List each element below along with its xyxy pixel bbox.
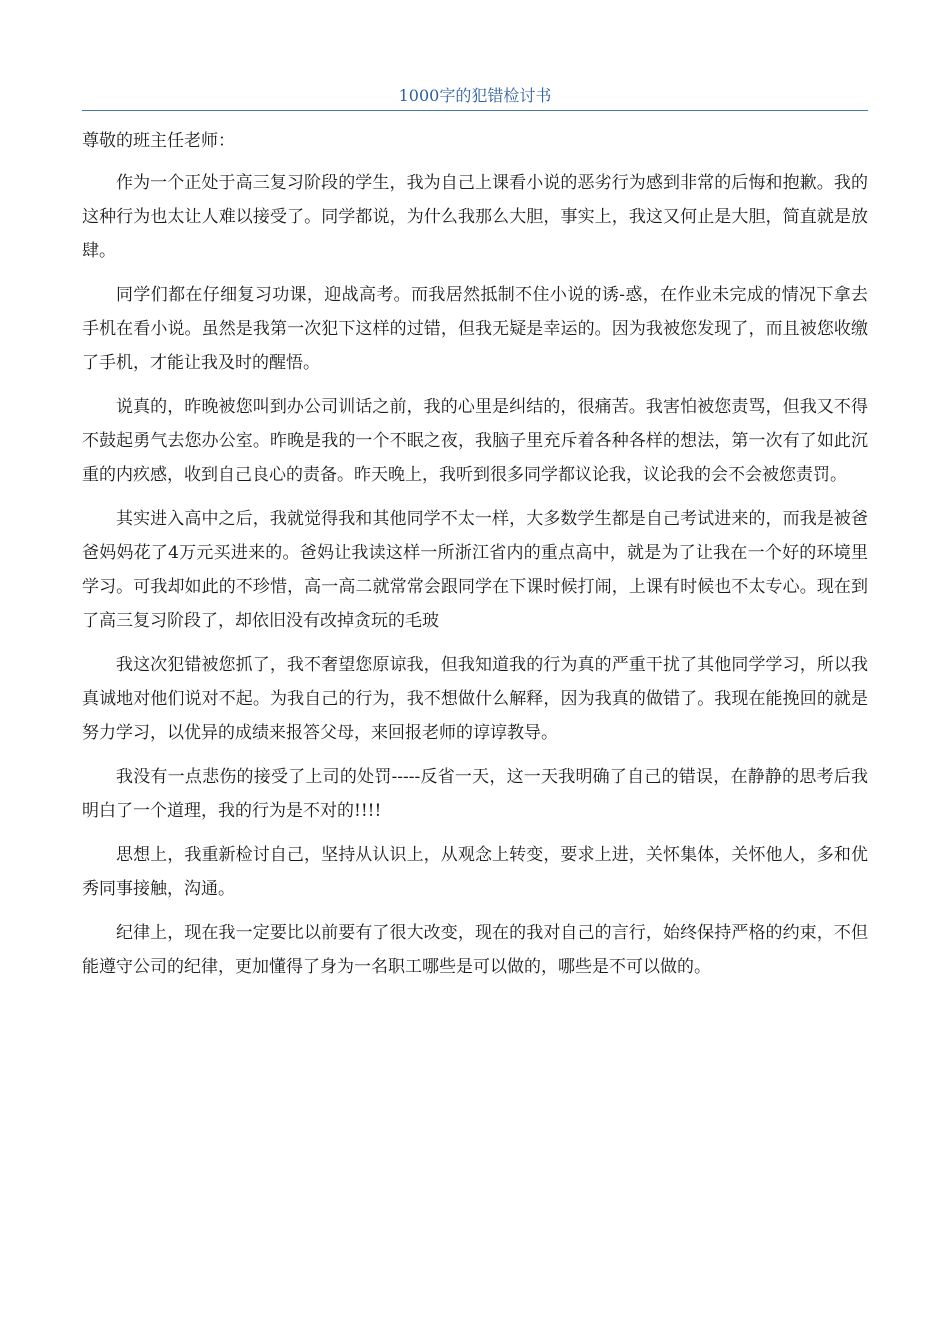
paragraph-6: 我没有一点悲伤的接受了上司的处罚-----反省一天，这一天我明确了自己的错误，在静静的思考后我明白了一个道理，我的行为是不对的!!!! xyxy=(82,767,868,821)
paragraph-1: 作为一个正处于高三复习阶段的学生，我为自己上课看小说的恶劣行为感到非常的后悔和抱歉。我的这种行为也太让人难以接受了。同学都说，为什么我那么大胆，事实上，我这又何止是大胆，简直就是放肆。 xyxy=(82,173,868,261)
paragraph-7: 思想上，我重新检讨自己，坚持从认识上，从观念上转变，要求上进，关怀集体，关怀他人，多和优秀同事接触，沟通。 xyxy=(82,845,868,899)
paragraph-5: 我这次犯错被您抓了，我不奢望您原谅我，但我知道我的行为真的严重干扰了其他同学学习，所以我真诚地对他们说对不起。为我自己的行为，我不想做什么解释，因为我真的做错了。我现在能挽回的就是努力学习，以优异的成绩来报答父母，来回报老师的谆谆教导。 xyxy=(82,655,868,743)
salutation: 尊敬的班主任老师： xyxy=(82,131,235,151)
paragraph-8: 纪律上，现在我一定要比以前要有了很大改变，现在的我对自己的言行，始终保持严格的约束，不但能遵守公司的纪律，更加懂得了身为一名职工哪些是可以做的，哪些是不可以做的。 xyxy=(82,923,868,977)
paragraph-3: 说真的，昨晚被您叫到办公司训话之前，我的心里是纠结的，很痛苦。我害怕被您责骂，但我又不得不鼓起勇气去您办公室。昨晚是我的一个不眠之夜，我脑子里充斥着各种各样的想法，第一次有了如此沉重的内疚感，收到自己良心的责备。昨天晚上，我听到很多同学都议论我，议论我的会不会被您责罚。 xyxy=(82,397,868,485)
paragraph-4: 其实进入高中之后，我就觉得我和其他同学不太一样，大多数学生都是自己考试进来的，而我是被爸爸妈妈花了4万元买进来的。爸妈让我读这样一所浙江省内的重点高中，就是为了让我在一个好的环境里学习。可我却如此的不珍惜，高一高二就常常会跟同学在下课时候打闹，上课有时候也不太专心。现在到了高三复习阶段了，却依旧没有改掉贪玩的毛玻 xyxy=(82,509,868,631)
paragraph-2: 同学们都在仔细复习功课，迎战高考。而我居然抵制不住小说的诱-惑，在作业未完成的情况下拿去手机在看小说。虽然是我第一次犯下这样的过错，但我无疑是幸运的。因为我被您发现了，而且被您收缴了手机，才能让我及时的醒悟。 xyxy=(82,285,868,373)
header-title: 1000字的犯错检讨书 xyxy=(398,86,552,105)
document-body xyxy=(82,124,868,994)
page-header xyxy=(82,82,868,111)
